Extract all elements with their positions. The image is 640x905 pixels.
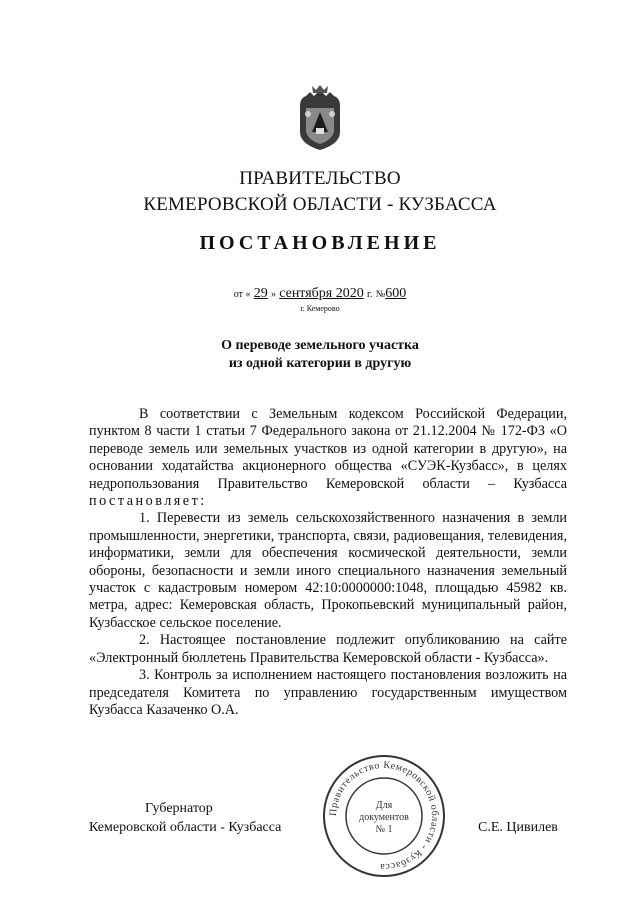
org-name-line2: КЕМЕРОВСКОЙ ОБЛАСТИ - КУЗБАССА (143, 194, 497, 215)
coat-of-arms-icon (296, 84, 344, 152)
item-3: 3. Контроль за исполнением настоящего постановления возложить на председателя Комитета по управлению государственным имуществом Кузбасса Казаченко О.А. (89, 667, 567, 718)
signer-title-line2: Кемеровской области - Кузбасса (89, 820, 282, 835)
decree-word: постановляет: (89, 493, 207, 510)
stamp-center-line3: № 1 (375, 824, 393, 835)
number-prefix: № (375, 289, 386, 300)
document-type: ПОСТАНОВЛЕНИЕ (199, 232, 441, 254)
stamp-ring-text: Правительство Кемеровской области - Кузбасса (327, 759, 441, 873)
document-body (89, 406, 567, 719)
date-prefix: от « (233, 289, 251, 300)
stamp-center-line2: документов (359, 812, 409, 823)
city: г. Кемерово (300, 304, 340, 313)
document-number: 600 (385, 286, 407, 301)
date-day: 29 (253, 286, 268, 301)
subject-line1: О переводе земельного участка (221, 338, 419, 353)
signer-title-line1: Губернатор (145, 801, 213, 816)
item-1: 1. Перевести из земель сельскохозяйственного назначения в земли промышленности, энергетики, транспорта, связи, радиовещания, телевидения, информатики, земли для обеспечения космической деятельности, земли обороны, безопасности и земли иного специального назначения земельный участок с кадастровым номером 42:10:0000000:1048, площадью 45982 кв. метра, адрес: Кемеровская область, Прокопьевский муниципальный район, Кузбасское сельское поселение. (89, 510, 567, 631)
date-mid: » (270, 289, 276, 300)
preamble-text: В соответствии с Земельным кодексом Российской Федерации, пунктом 8 части 1 статьи 7 Федерального закона от 21.12.2004 № 172-ФЗ «О переводе земель или земельных участков из одной категории в другую», на основании ходатайства акционерного общества «СУЭК-Кузбасс», в целях недропользования Правительство Кемеровской области – Кузбасса (89, 406, 567, 492)
subject-line2: из одной категории в другую (228, 356, 412, 371)
official-stamp-icon (320, 752, 448, 880)
date-month-year: сентября 2020 (279, 286, 364, 301)
date-number-line (0, 285, 640, 302)
preamble-paragraph (89, 406, 567, 510)
year-suffix: г. (367, 289, 373, 300)
stamp-center-line1: Для (375, 800, 393, 811)
signer-name: С.Е. Цивилев (478, 820, 558, 835)
org-name-line1: ПРАВИТЕЛЬСТВО (239, 168, 401, 189)
item-2: 2. Настоящее постановление подлежит опубликованию на сайте «Электронный бюллетень Правительства Кемеровской области - Кузбасса». (89, 632, 567, 666)
